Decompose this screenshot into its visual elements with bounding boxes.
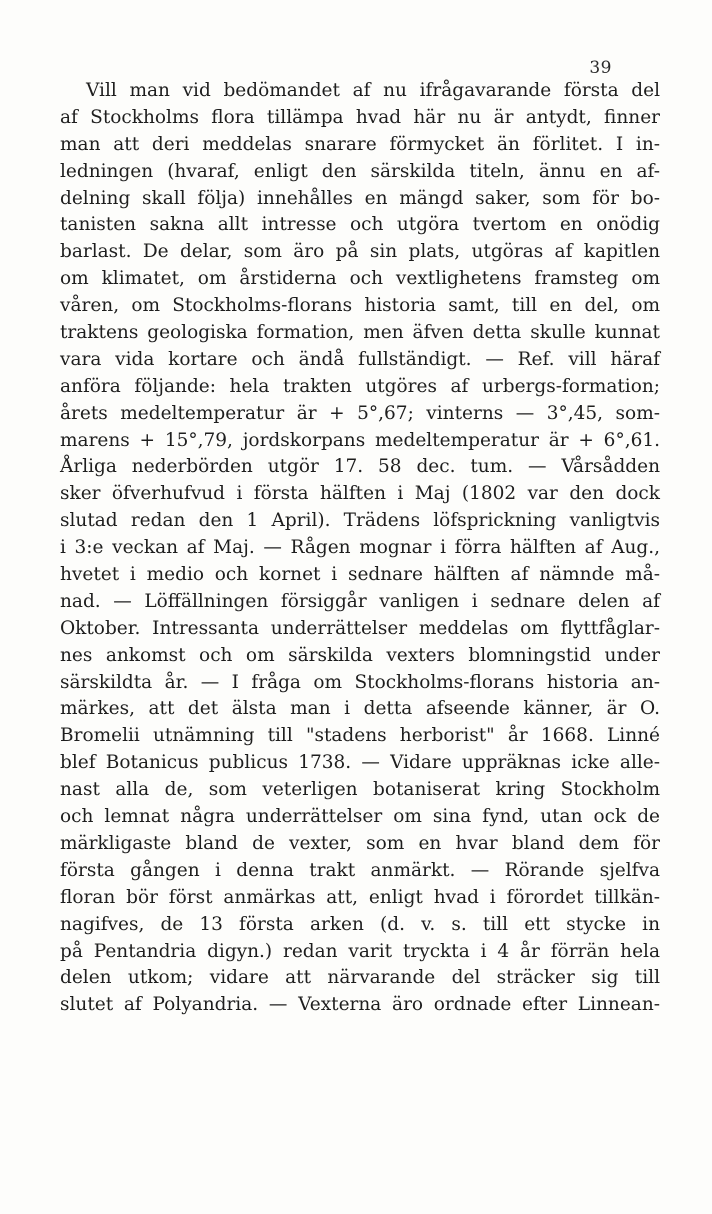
- text-line: delning skall följa) innehålles en mängd saker, som för bo-: [60, 187, 660, 209]
- text-line: särskildta år. — I fråga om Stockholms-florans historia an-: [60, 671, 660, 693]
- text-line: tanisten sakna allt intresse och utgöra tvertom en onödig: [60, 214, 660, 236]
- text-line: hvetet i medio och kornet i sednare hälften af nämnde må-: [60, 564, 660, 586]
- text-line: sker öfverhufvud i första hälften i Maj (1802 var den dock: [60, 483, 660, 505]
- text-line: Vill man vid bedömandet af nu ifrågavarande första del: [86, 80, 660, 101]
- text-line: första gången i denna trakt anmärkt. — Rörande sjelfva: [60, 859, 660, 881]
- text-line: slutet af Polyandria. — Vexterna äro ordnade efter Linnean-: [60, 994, 660, 1016]
- text-line: om klimatet, om årstiderna och vextlighetens framsteg om: [60, 268, 660, 290]
- text-line: man att deri meddelas snarare förmycket än förlitet. I in-: [60, 133, 660, 155]
- text-line: delen utkom; vidare att närvarande del sträcker sig till: [60, 967, 660, 989]
- text-line: blef Botanicus publicus 1738. — Vidare uppräknas icke alle-: [60, 752, 660, 774]
- text-line: i 3:e veckan af Maj. — Rågen mognar i förra hälften af Aug.,: [60, 537, 660, 559]
- text-line: floran bör först anmärkas att, enligt hvad i förordet tillkän-: [60, 886, 660, 908]
- text-line: nast alla de, som veterligen botaniserat kring Stockholm: [60, 779, 660, 801]
- text-line: barlast. De delar, som äro på sin plats, utgöras af kapitlen: [60, 241, 660, 263]
- text-line: af Stockholms flora tillämpa hvad här nu är antydt, finner: [60, 106, 660, 128]
- body-text: [60, 78, 660, 1019]
- text-line: nes ankomst och om särskilda vexters blomningstid under: [60, 644, 660, 666]
- text-line: nad. — Löffällningen försiggår vanligen i sednare delen af: [60, 590, 660, 612]
- text-line: Oktober. Intressanta underrättelser meddelas om flyttfåglar-: [60, 617, 660, 639]
- text-line: på Pentandria digyn.) redan varit tryckta i 4 år förrän hela: [60, 940, 660, 962]
- text-line: anföra följande: hela trakten utgöres af urbergs-formation;: [60, 375, 660, 397]
- text-line: slutad redan den 1 April). Trädens löfsprickning vanligtvis: [60, 510, 660, 532]
- text-line: nagifves, de 13 första arken (d. v. s. till ett stycke in: [60, 913, 660, 935]
- text-line: märkligaste bland de vexter, som en hvar bland dem för: [60, 832, 660, 854]
- text-line: märkes, att det älsta man i detta afseende känner, är O.: [60, 698, 660, 720]
- text-line: årets medeltemperatur är + 5°,67; vinterns — 3°,45, som-: [60, 402, 660, 424]
- text-line: traktens geologiska formation, men äfven detta skulle kunnat: [60, 322, 660, 344]
- page-number: 39: [589, 58, 612, 78]
- text-line: vara vida kortare och ändå fullständigt. — Ref. vill häraf: [60, 348, 660, 370]
- text-line: Årliga nederbörden utgör 17. 58 dec. tum. — Vårsådden: [60, 456, 660, 478]
- text-line: ledningen (hvaraf, enligt den särskilda titeln, ännu en af-: [60, 160, 660, 182]
- text-line: och lemnat några underrättelser om sina fynd, utan ock de: [60, 806, 660, 828]
- text-line: Bromelii utnämning till "stadens herborist" år 1668. Linné: [60, 725, 660, 747]
- text-line: våren, om Stockholms-florans historia samt, till en del, om: [60, 295, 660, 317]
- text-line: marens + 15°,79, jordskorpans medeltemperatur är + 6°,61.: [60, 429, 660, 451]
